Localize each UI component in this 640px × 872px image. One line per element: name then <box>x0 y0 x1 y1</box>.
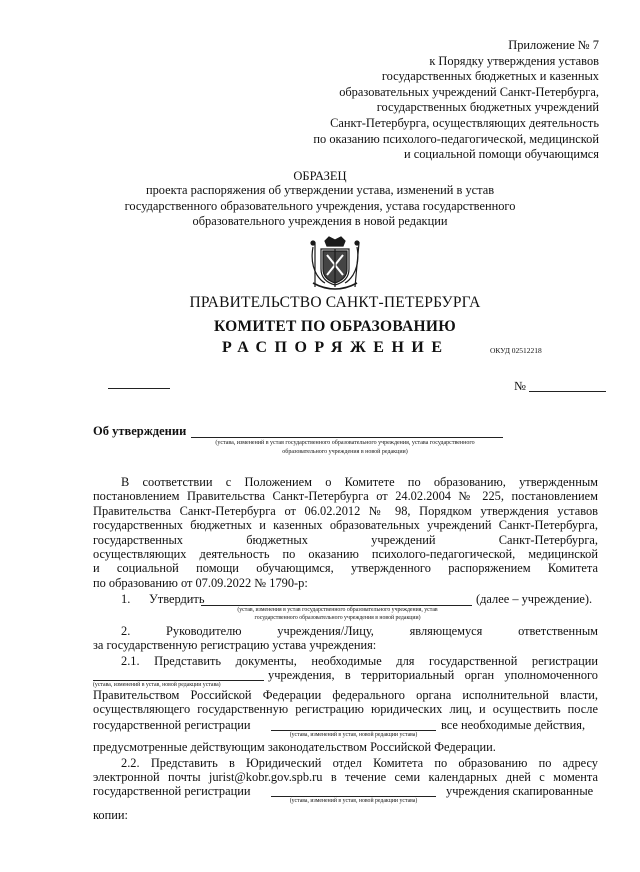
intro-line: и социальной помощи обучающимся, утвержденного распоряжением Комитета <box>93 561 598 576</box>
item21-line5-text: государственной регистрации <box>93 718 251 732</box>
appendix-line: Приложение № 7 <box>508 38 599 52</box>
item21-line6: предусмотренные действующим законодательством Российской Федерации. <box>93 740 496 754</box>
approval-blank <box>191 437 503 438</box>
appendix-line: по оказанию психолого-педагогической, медицинской <box>313 131 599 146</box>
item21-line5-hint: (устава, изменений в устав, новой редакции устава) <box>289 732 418 738</box>
item1-text: Утвердить <box>149 592 205 606</box>
spb-coat-of-arms-icon <box>307 235 363 295</box>
item21-hint: (устава, изменений в устав, новой редакции устава) <box>93 682 221 688</box>
item22-line: электронной почты jurist@kobr.gov.spb.ru в течение семи календарных дней с момента <box>93 770 598 785</box>
intro-line: постановлением Правительства Санкт-Петербурга от 24.02.2004 № 225, постановлением <box>93 489 598 504</box>
okud-code: ОКУД 02512218 <box>490 346 542 355</box>
number-sign: № <box>514 379 526 393</box>
hint-line: (устава, изменений в устав государственного образовательного учреждения, устава государственного <box>215 440 475 446</box>
hint-line: образовательного учреждения в новой редакции) <box>282 448 408 455</box>
sample-description-line: образовательного учреждения в новой редакции <box>192 214 448 229</box>
appendix-line: и социальной помощи обучающимся <box>403 147 599 162</box>
item1-number: 1. <box>121 592 131 606</box>
sample-description <box>0 183 640 230</box>
item2-paragraph <box>93 624 598 653</box>
sample-title: ОБРАЗЕЦ <box>293 169 347 183</box>
item21-line: осуществляющего государственную регистрацию юридических лиц, и осуществить после <box>93 702 598 717</box>
item22-line3-suffix: учреждения скапированные <box>446 784 594 798</box>
number-field <box>529 391 606 392</box>
item22-paragraph <box>93 756 598 785</box>
appendix-line: к Порядку утверждения уставов <box>429 53 599 68</box>
sample-description-line: проекта распоряжения об утверждении устава, изменений в устав <box>145 183 495 197</box>
item22-line3-text: государственной регистрации <box>93 784 251 798</box>
item1-hint <box>200 606 475 622</box>
document-type: РАСПОРЯЖЕНИЕ <box>222 339 450 356</box>
item1-suffix: (далее – учреждение). <box>476 592 593 606</box>
appendix-block <box>199 38 599 163</box>
intro-line: государственных бюджетных учреждений Санкт-Петербурга, <box>93 532 598 547</box>
appendix-line: государственных бюджетных и казенных <box>381 69 599 84</box>
item2-line: за государственную регистрацию устава учреждения: <box>93 638 377 653</box>
item22-line3-hint: (устава, изменений в устав, новой редакции устава) <box>289 798 418 804</box>
intro-line: по образованию от 07.09.2022 № 1790-р: <box>93 575 308 590</box>
intro-line: осуществляющих деятельность по оказанию психолого-педагогической, медицинской <box>93 547 598 562</box>
government-title: ПРАВИТЕЛЬСТВО САНКТ-ПЕТЕРБУРГА <box>189 294 481 311</box>
item21-line: Правительством Российской Федерации федерального органа исполнительной власти, <box>93 688 598 702</box>
hint-line: государственного образовательного учреждения в новой редакции) <box>254 615 421 621</box>
approval-hint <box>195 439 495 456</box>
sample-description-line: государственного образовательного учреждения, устава государственного <box>124 198 516 213</box>
appendix-line: Санкт-Петербурга, осуществляющих деятельность <box>330 115 599 130</box>
date-field <box>108 388 170 389</box>
intro-paragraph <box>93 475 598 590</box>
appendix-line: образовательных учреждений Санкт-Петербурга, <box>339 84 599 99</box>
item21-line2: учреждения, в территориальный орган уполномоченного <box>268 668 598 682</box>
item22-line4: копии: <box>93 808 128 822</box>
item21-line5-suffix: все необходимые действия, <box>441 718 586 732</box>
item21-paragraph <box>93 688 598 717</box>
item22-line: 2.2. Представить в Юридический отдел Комитета по образованию по адресу <box>121 756 598 770</box>
intro-line: В соответствии с Положением о Комитете по образованию, утвержденным <box>121 475 598 489</box>
item21-line1: 2.1. Представить документы, необходимые для государственной регистрации <box>121 654 598 668</box>
hint-line: (устав, изменения в устав государственного образовательного учреждения, устав <box>237 607 438 613</box>
intro-line: государственных бюджетных и казенных образовательных учреждений Санкт-Петербурга, <box>93 518 598 533</box>
approval-label: Об утверждении <box>93 424 187 438</box>
committee-title: КОМИТЕТ ПО ОБРАЗОВАНИЮ <box>213 318 457 335</box>
appendix-line: государственных бюджетных учреждений <box>376 100 599 115</box>
item2-line: 2. Руководителю учреждения/Лицу, являющемуся ответственным <box>121 624 598 638</box>
intro-line: Правительства Санкт-Петербурга от 06.02.2012 № 98, Порядком утверждения уставов <box>93 503 598 518</box>
